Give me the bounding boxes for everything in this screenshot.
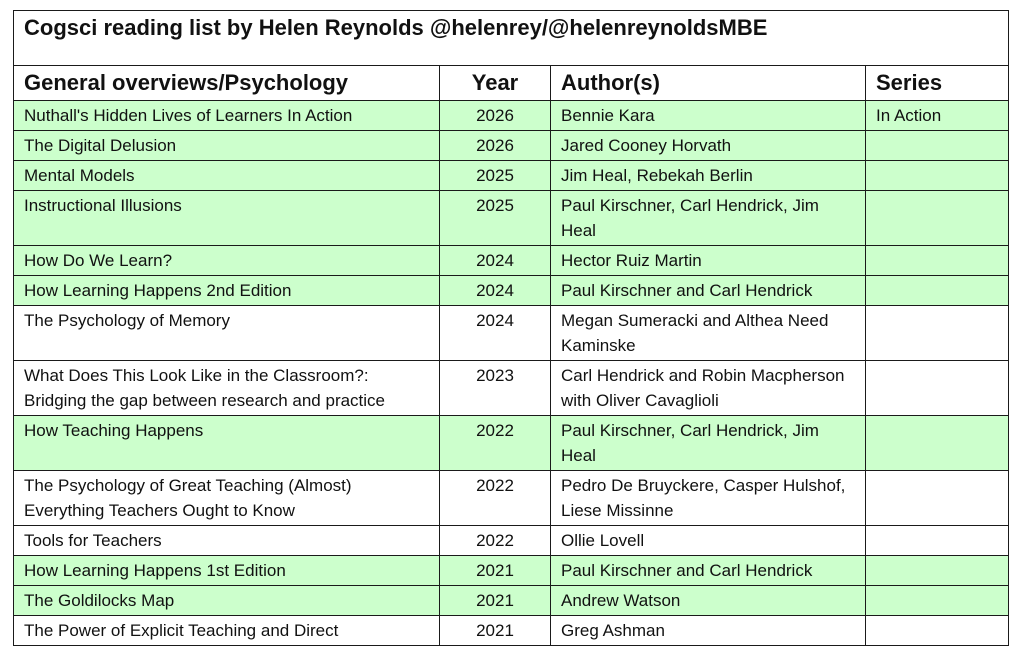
- table-row: [14, 361, 1009, 416]
- cell-year: 2025: [440, 161, 551, 191]
- cell-series: [866, 416, 1009, 471]
- cell-series: [866, 526, 1009, 556]
- column-header-title: General overviews/Psychology: [14, 66, 440, 101]
- header-row: [14, 66, 1009, 101]
- table-row: [14, 306, 1009, 361]
- table-row: [14, 276, 1009, 306]
- table-row: [14, 556, 1009, 586]
- cell-title: Instructional Illusions: [14, 191, 440, 246]
- reading-list-table: [13, 10, 1009, 646]
- table-row: [14, 471, 1009, 526]
- table-row: [14, 131, 1009, 161]
- cell-authors: Jim Heal, Rebekah Berlin: [551, 161, 866, 191]
- cell-series: [866, 306, 1009, 361]
- cell-authors: Paul Kirschner and Carl Hendrick: [551, 276, 866, 306]
- cell-title: Mental Models: [14, 161, 440, 191]
- cell-series: [866, 471, 1009, 526]
- cell-title: Nuthall's Hidden Lives of Learners In Action: [14, 101, 440, 131]
- cell-year: 2022: [440, 526, 551, 556]
- cell-authors: Paul Kirschner, Carl Hendrick, Jim Heal: [551, 416, 866, 471]
- cell-title: How Teaching Happens: [14, 416, 440, 471]
- cell-title: How Do We Learn?: [14, 246, 440, 276]
- cell-series: [866, 276, 1009, 306]
- table-row: [14, 191, 1009, 246]
- cell-series: [866, 361, 1009, 416]
- cell-title: How Learning Happens 2nd Edition: [14, 276, 440, 306]
- cell-series: In Action: [866, 101, 1009, 131]
- cell-year: 2022: [440, 471, 551, 526]
- cell-year: 2026: [440, 101, 551, 131]
- table-body: [14, 101, 1009, 646]
- cell-year: 2021: [440, 586, 551, 616]
- table-row: [14, 526, 1009, 556]
- cell-series: [866, 586, 1009, 616]
- cell-authors: Hector Ruiz Martin: [551, 246, 866, 276]
- cell-year: 2023: [440, 361, 551, 416]
- table-row: [14, 161, 1009, 191]
- cell-year: 2022: [440, 416, 551, 471]
- cell-title: The Psychology of Great Teaching (Almost) Everything Teachers Ought to Know: [14, 471, 440, 526]
- cell-title: The Power of Explicit Teaching and Direct: [14, 616, 440, 646]
- cell-series: [866, 191, 1009, 246]
- column-header-authors: Author(s): [551, 66, 866, 101]
- cell-year: 2024: [440, 306, 551, 361]
- cell-series: [866, 556, 1009, 586]
- cell-series: [866, 131, 1009, 161]
- cell-authors: Ollie Lovell: [551, 526, 866, 556]
- cell-year: 2024: [440, 276, 551, 306]
- cell-series: [866, 616, 1009, 646]
- column-header-year: Year: [440, 66, 551, 101]
- column-header-series: Series: [866, 66, 1009, 101]
- table-row: [14, 586, 1009, 616]
- cell-authors: Paul Kirschner and Carl Hendrick: [551, 556, 866, 586]
- cell-series: [866, 161, 1009, 191]
- cell-title: What Does This Look Like in the Classroom?: Bridging the gap between research and practice: [14, 361, 440, 416]
- cell-authors: Pedro De Bruyckere, Casper Hulshof, Liese Missinne: [551, 471, 866, 526]
- cell-title: How Learning Happens 1st Edition: [14, 556, 440, 586]
- cell-year: 2021: [440, 616, 551, 646]
- cell-title: The Digital Delusion: [14, 131, 440, 161]
- cell-authors: Carl Hendrick and Robin Macpherson with Oliver Cavaglioli: [551, 361, 866, 416]
- cell-year: 2026: [440, 131, 551, 161]
- cell-title: The Psychology of Memory: [14, 306, 440, 361]
- cell-year: 2021: [440, 556, 551, 586]
- table-row: [14, 246, 1009, 276]
- cell-authors: Jared Cooney Horvath: [551, 131, 866, 161]
- cell-title: Tools for Teachers: [14, 526, 440, 556]
- cell-year: 2025: [440, 191, 551, 246]
- cell-authors: Andrew Watson: [551, 586, 866, 616]
- cell-authors: Bennie Kara: [551, 101, 866, 131]
- table-row: [14, 416, 1009, 471]
- table-row: [14, 101, 1009, 131]
- cell-year: 2024: [440, 246, 551, 276]
- list-title: Cogsci reading list by Helen Reynolds @helenrey/@helenreynoldsMBE: [14, 11, 1009, 66]
- table-row: [14, 616, 1009, 646]
- cell-authors: Megan Sumeracki and Althea Need Kaminske: [551, 306, 866, 361]
- cell-title: The Goldilocks Map: [14, 586, 440, 616]
- cell-authors: Greg Ashman: [551, 616, 866, 646]
- cell-authors: Paul Kirschner, Carl Hendrick, Jim Heal: [551, 191, 866, 246]
- cell-series: [866, 246, 1009, 276]
